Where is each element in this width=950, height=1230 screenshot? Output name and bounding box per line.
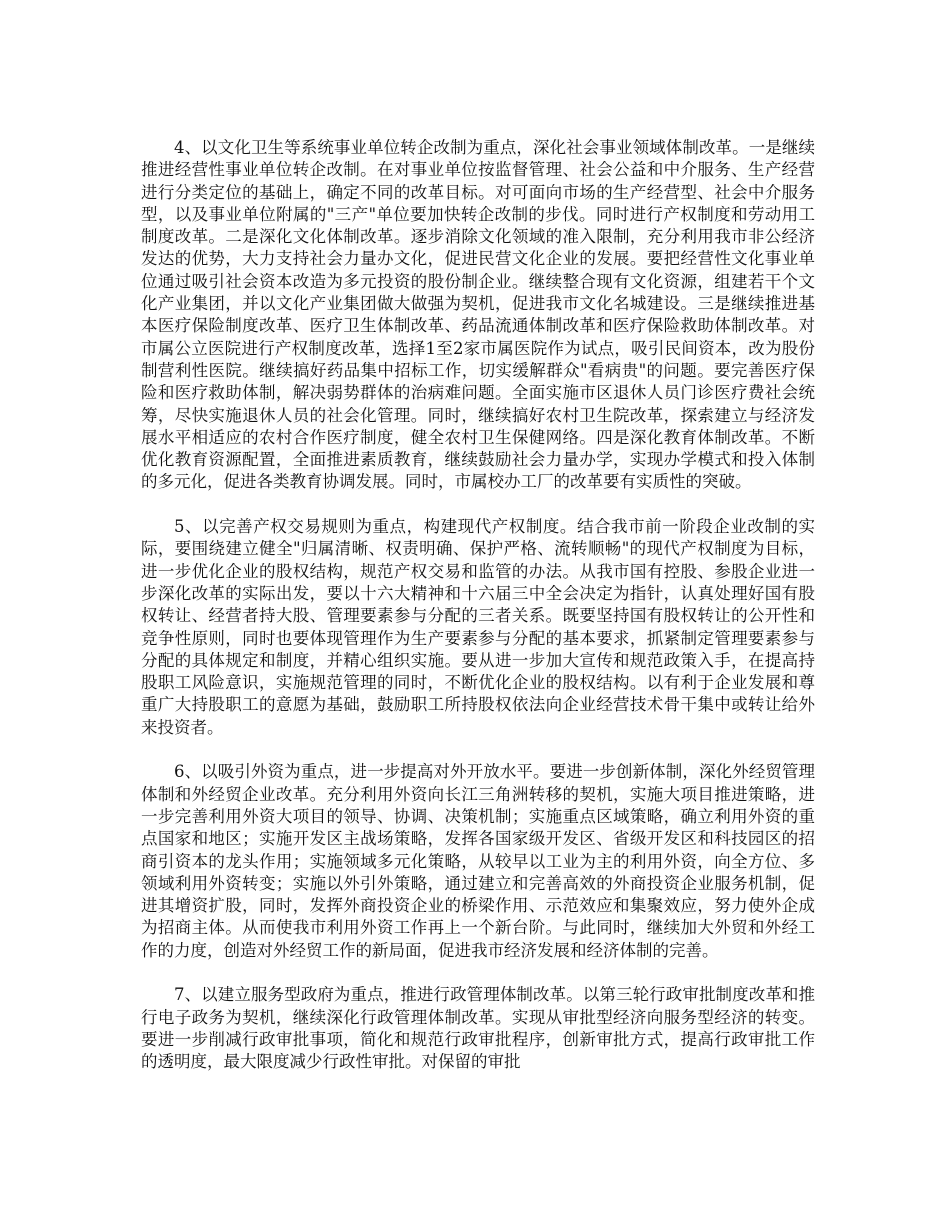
paragraph-foreign-investment: 6、以吸引外资为重点，进一步提高对外开放水平。要进一步创新体制，深化外经贸管理体制和外经贸企业改革。充分利用外资向长江三角洲转移的契机，实施大项目推进策略，进一步完善利用外资大项目的领导、协调、决策机制；实施重点区域策略，确立利用外资的重点国家和地区；实施开发区主战场策略，发挥各国家级开发区、省级开发区和科技园区的招商引资本的龙头作用；实施领域多元化策略，从较早以工业为主的利用外资，向全方位、多领域利用外资转变；实施以外引外策略，通过建立和完善高效的外商投资企业服务机制，促进其增资扩股，同时，发挥外商投资企业的桥梁作用、示范效应和集聚效应，努力使外企成为招商主体。从而使我市利用外资工作再上一个新台阶。与此同时，继续加大外贸和外经工作的力度，创造对外经贸工作的新局面，促进我市经济发展和经济体制的完善。 — [141, 762, 815, 960]
paragraph-service-government: 7、以建立服务型政府为重点，推进行政管理体制改革。以第三轮行政审批制度改革和推行电子政务为契机，继续深化行政管理体制改革。实现从审批型经济向服务型经济的转变。要进一步削减行政审批事项，简化和规范行政审批程序，创新审批方式，提高行政审批工作的透明度，最大限度减少行政性审批。对保留的审批 — [141, 985, 815, 1072]
paragraph-culture-health-reform: 4、以文化卫生等系统事业单位转企改制为重点，深化社会事业领域体制改革。一是继续推进经营性事业单位转企改制。在对事业单位按监督管理、社会公益和中介服务、生产经营进行分类定位的基础上，确定不同的改革目标。对可面向市场的生产经营型、社会中介服务型，以及事业单位附属的"三产"单位要加快转企改制的步伐。同时进行产权制度和劳动用工制度改革。二是深化文化体制改革。逐步消除文化领域的准入限制，充分利用我市非公经济发达的优势，大力支持社会力量办文化，促进民营文化企业的发展。要把经营性文化事业单位通过吸引社会资本改造为多元投资的股份制企业。继续整合现有文化资源，组建若干个文化产业集团，并以文化产业集团做大做强为契机，促进我市文化名城建设。三是继续推进基本医疗保险制度改革、医疗卫生体制改革、药品流通体制改革和医疗保险救助体制改革。对市属公立医院进行产权制度改革，选择1至2家市属医院作为试点，吸引民间资本，改为股份制营利性医院。继续搞好药品集中招标工作，切实缓解群众"看病贵"的问题。要完善医疗保险和医疗救助体制，解决弱势群体的治病难问题。全面实施市区退休人员门诊医疗费社会统筹，尽快实施退休人员的社会化管理。同时，继续搞好农村卫生院改革，探索建立与经济发展水平相适应的农村合作医疗制度，健全农村卫生保健网络。四是深化教育体制改革。不断优化教育资源配置，全面推进素质教育，继续鼓励社会力量办学，实现办学模式和投入体制的多元化，促进各类教育协调发展。同时，市属校办工厂的改革要有实质性的突破。 — [141, 138, 815, 492]
paragraph-property-rights: 5、以完善产权交易规则为重点，构建现代产权制度。结合我市前一阶段企业改制的实际，要围绕建立健全"归属清晰、权责明确、保护严格、流转顺畅"的现代产权制度为目标，进一步优化企业的股权结构，规范产权交易和监管的办法。从我市国有控股、参股企业进一步深化改革的实际出发，要以十六大精神和十六届三中全会决定为指针，认真处理好国有股权转让、经营者持大股、管理要素参与分配的三者关系。既要坚持国有股权转让的公开性和竞争性原则，同时也要体现管理作为生产要素参与分配的基本要求，抓紧制定管理要素参与分配的具体规定和制度，并精心组织实施。要从进一步加大宣传和规范政策入手，在提高持股职工风险意识，实施规范管理的同时，不断优化企业的股权结构。以有利于企业发展和尊重广大持股职工的意愿为基础，鼓励职工所持股权依法向企业经营技术骨干集中或转让给外来投资者。 — [141, 517, 815, 737]
document-page — [141, 137, 815, 1096]
